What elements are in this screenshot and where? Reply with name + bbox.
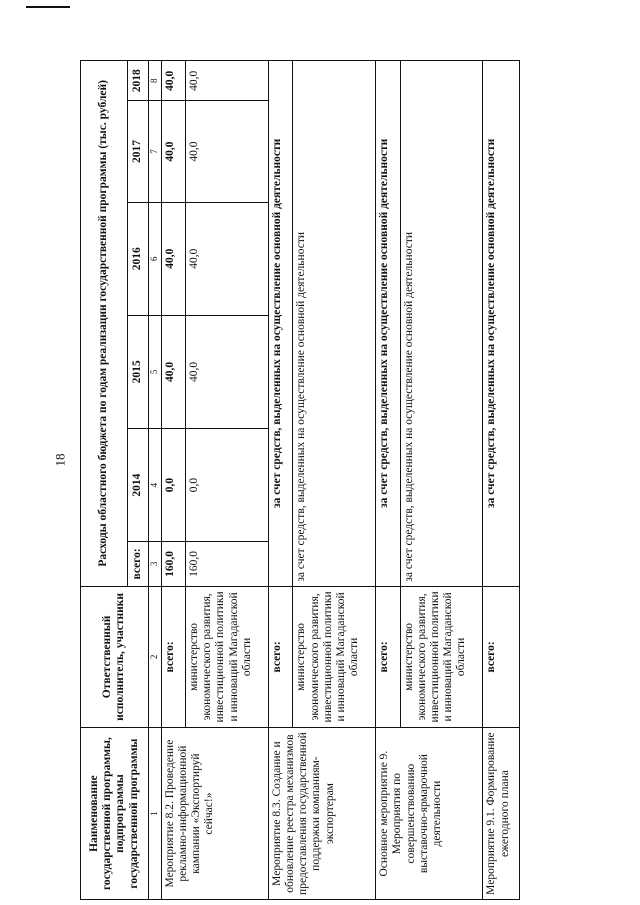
value-cell: 0,0 bbox=[161, 428, 185, 541]
column-number: 5 bbox=[148, 315, 161, 428]
header-year: 2015 bbox=[127, 315, 148, 428]
value-cell: 40,0 bbox=[186, 101, 269, 202]
participant-cell: министерство экономического развития, инвестиционной политики и инноваций Магаданской области bbox=[186, 586, 269, 728]
row-name: Мероприятие 8.2. Проведение рекламно-информационной кампании «Экспортируй сейчас!» bbox=[161, 728, 268, 900]
participant-cell: министерство экономического развития, инвестиционной политики и инноваций Магаданской области bbox=[293, 586, 376, 728]
rotated-table-wrapper bbox=[80, 60, 520, 900]
total-label: всего: bbox=[376, 586, 400, 728]
row-name: Мероприятие 8.3. Создание и обновление реестра механизмов предоставления государственной поддержки компаниям-экспортерам bbox=[268, 728, 375, 900]
column-number: 8 bbox=[148, 61, 161, 102]
top-rule bbox=[26, 6, 70, 8]
value-cell: 160,0 bbox=[161, 542, 185, 586]
column-number: 7 bbox=[148, 101, 161, 202]
row-name: Мероприятие 9.1. Формирование ежегодного плана bbox=[483, 728, 520, 900]
header-executor: Ответственный исполнитель, участники bbox=[81, 586, 149, 728]
header-year: 2014 bbox=[127, 428, 148, 541]
funding-note: за счет средств, выделенных на осуществление основной деятельности bbox=[293, 61, 376, 587]
value-cell: 40,0 bbox=[161, 61, 185, 102]
row-name: Основное мероприятие 9. Мероприятия по совершенствованию выставочно-ярмарочной деятельности bbox=[376, 728, 483, 900]
column-number: 1 bbox=[148, 728, 161, 900]
page-number: 18 bbox=[52, 453, 68, 467]
column-number: 3 bbox=[148, 542, 161, 586]
column-number: 2 bbox=[148, 586, 161, 728]
value-cell: 40,0 bbox=[186, 61, 269, 102]
header-year: 2016 bbox=[127, 202, 148, 315]
total-label: всего: bbox=[161, 586, 185, 728]
header-year: 2017 bbox=[127, 101, 148, 202]
total-label: всего: bbox=[268, 586, 292, 728]
funding-note: за счет средств, выделенных на осуществление основной деятельности bbox=[376, 61, 400, 587]
header-total: всего: bbox=[127, 542, 148, 586]
funding-note: за счет средств, выделенных на осуществление основной деятельности bbox=[400, 61, 483, 587]
value-cell: 40,0 bbox=[161, 202, 185, 315]
value-cell: 40,0 bbox=[186, 315, 269, 428]
total-label: всего: bbox=[483, 586, 520, 728]
column-number: 4 bbox=[148, 428, 161, 541]
value-cell: 160,0 bbox=[186, 542, 269, 586]
value-cell: 40,0 bbox=[186, 202, 269, 315]
column-number: 6 bbox=[148, 202, 161, 315]
header-year: 2018 bbox=[127, 61, 148, 102]
participant-cell: министерство экономического развития, инвестиционной политики и инноваций Магаданской области bbox=[400, 586, 483, 728]
value-cell: 0,0 bbox=[186, 428, 269, 541]
funding-note: за счет средств, выделенных на осуществление основной деятельности bbox=[483, 61, 520, 587]
value-cell: 40,0 bbox=[161, 101, 185, 202]
header-name: Наименование государственной программы, подпрограммы государственной программы bbox=[81, 728, 149, 900]
value-cell: 40,0 bbox=[161, 315, 185, 428]
budget-table bbox=[80, 60, 520, 900]
funding-note: за счет средств, выделенных на осуществление основной деятельности bbox=[268, 61, 292, 587]
header-budget: Расходы областного бюджета по годам реализации государственной программы (тыс. рублей) bbox=[81, 61, 128, 587]
